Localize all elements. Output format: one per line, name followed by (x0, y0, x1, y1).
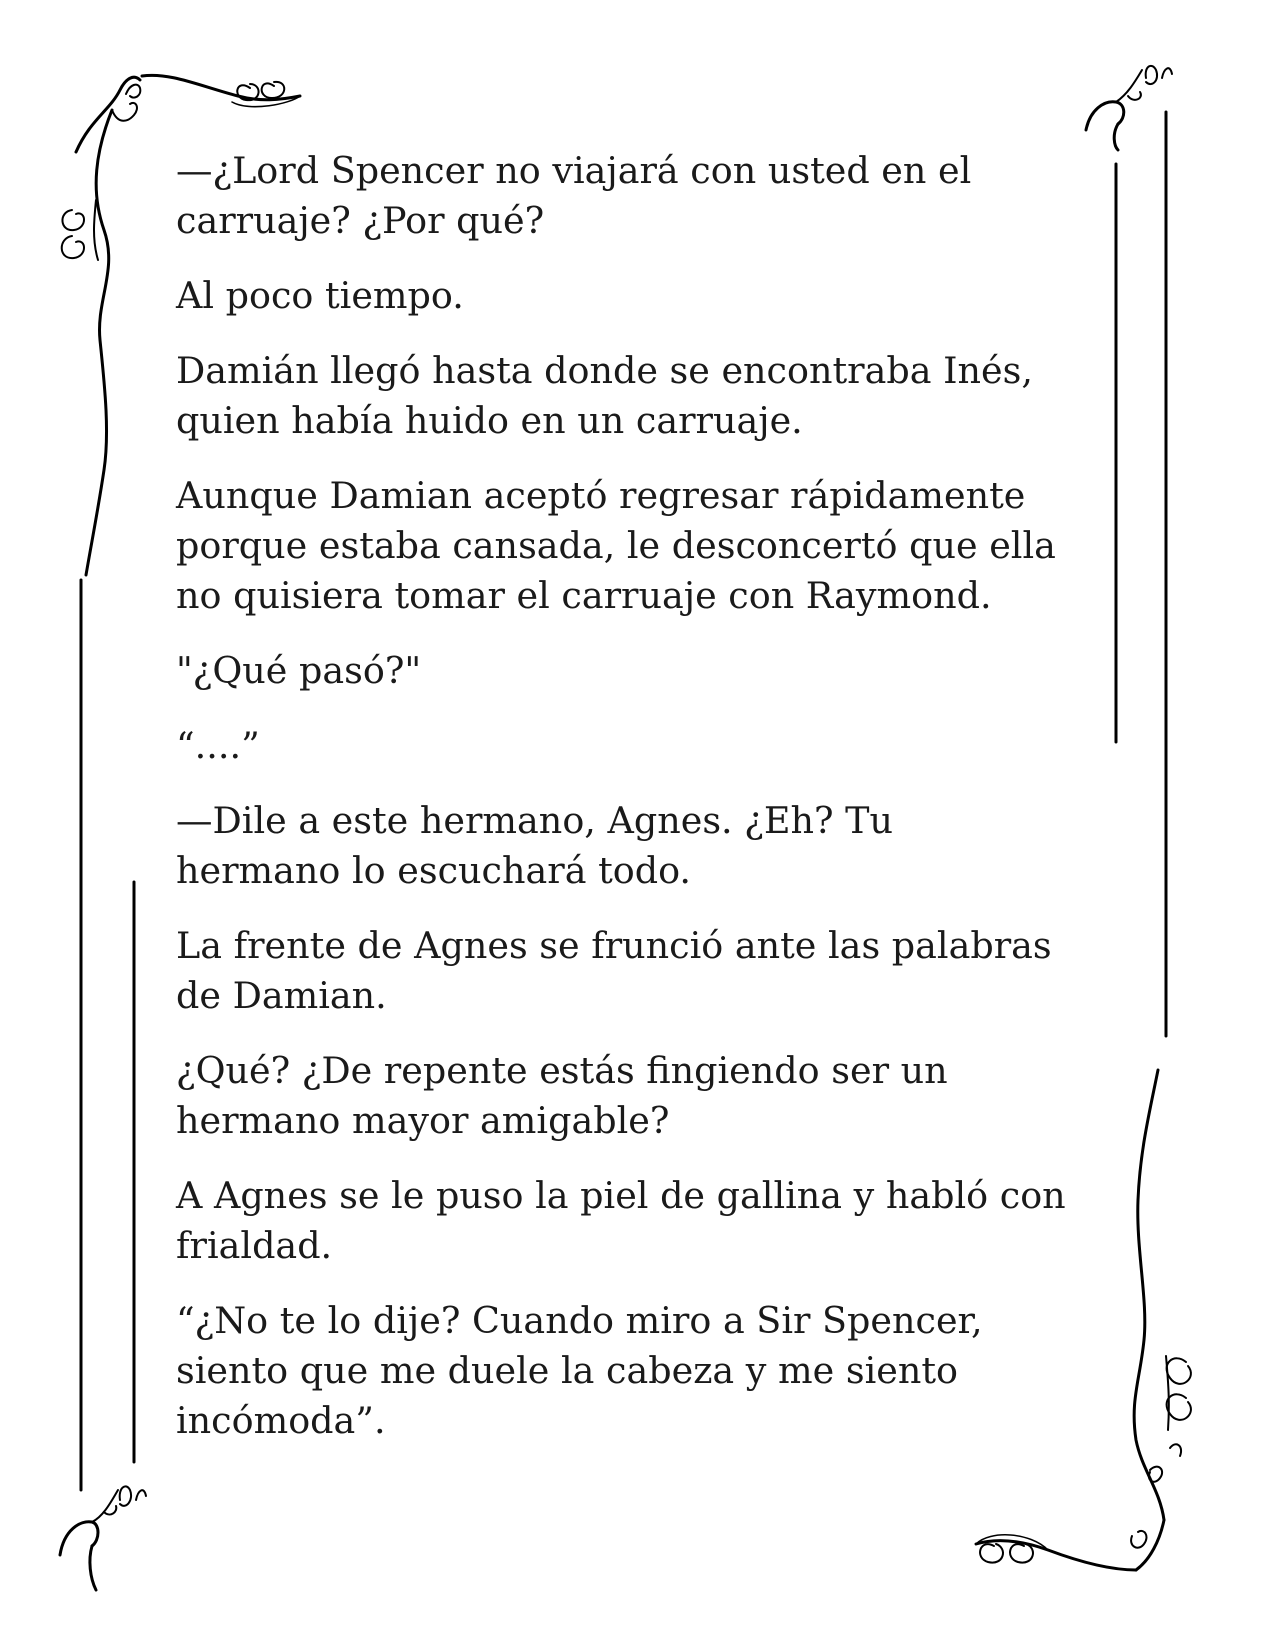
paragraph: ¿Qué? ¿De repente estás fingiendo ser un hermano mayor amigable? (176, 1049, 948, 1142)
bottom-left-flourish-icon (60, 1486, 146, 1590)
paragraph: Damián llegó hasta donde se encontraba Inés, quien había huido en un carruaje. (176, 349, 1033, 442)
paragraph: La frente de Agnes se frunció ante las palabras de Damian. (176, 924, 1052, 1017)
paragraph: “¿No te lo dije? Cuando miro a Sir Spencer, siento que me duele la cabeza y me siento incómoda”. (176, 1299, 983, 1442)
paragraph: Al poco tiempo. (176, 274, 464, 317)
paragraph: “....” (176, 724, 260, 767)
body-text (176, 146, 1106, 1471)
top-right-flourish-icon (1086, 66, 1172, 150)
paragraph: —¿Lord Spencer no viajará con usted en el carruaje? ¿Por qué? (176, 149, 972, 242)
paragraph: A Agnes se le puso la piel de gallina y habló con frialdad. (176, 1174, 1066, 1267)
paragraph: "¿Qué pasó?" (176, 649, 422, 692)
paragraph: Aunque Damian aceptó regresar rápidamente porque estaba cansada, le desconcertó que ella no quisiera tomar el carruaje con Raymond. (176, 474, 1056, 617)
paragraph: —Dile a este hermano, Agnes. ¿Eh? Tu hermano lo escuchará todo. (176, 799, 894, 892)
